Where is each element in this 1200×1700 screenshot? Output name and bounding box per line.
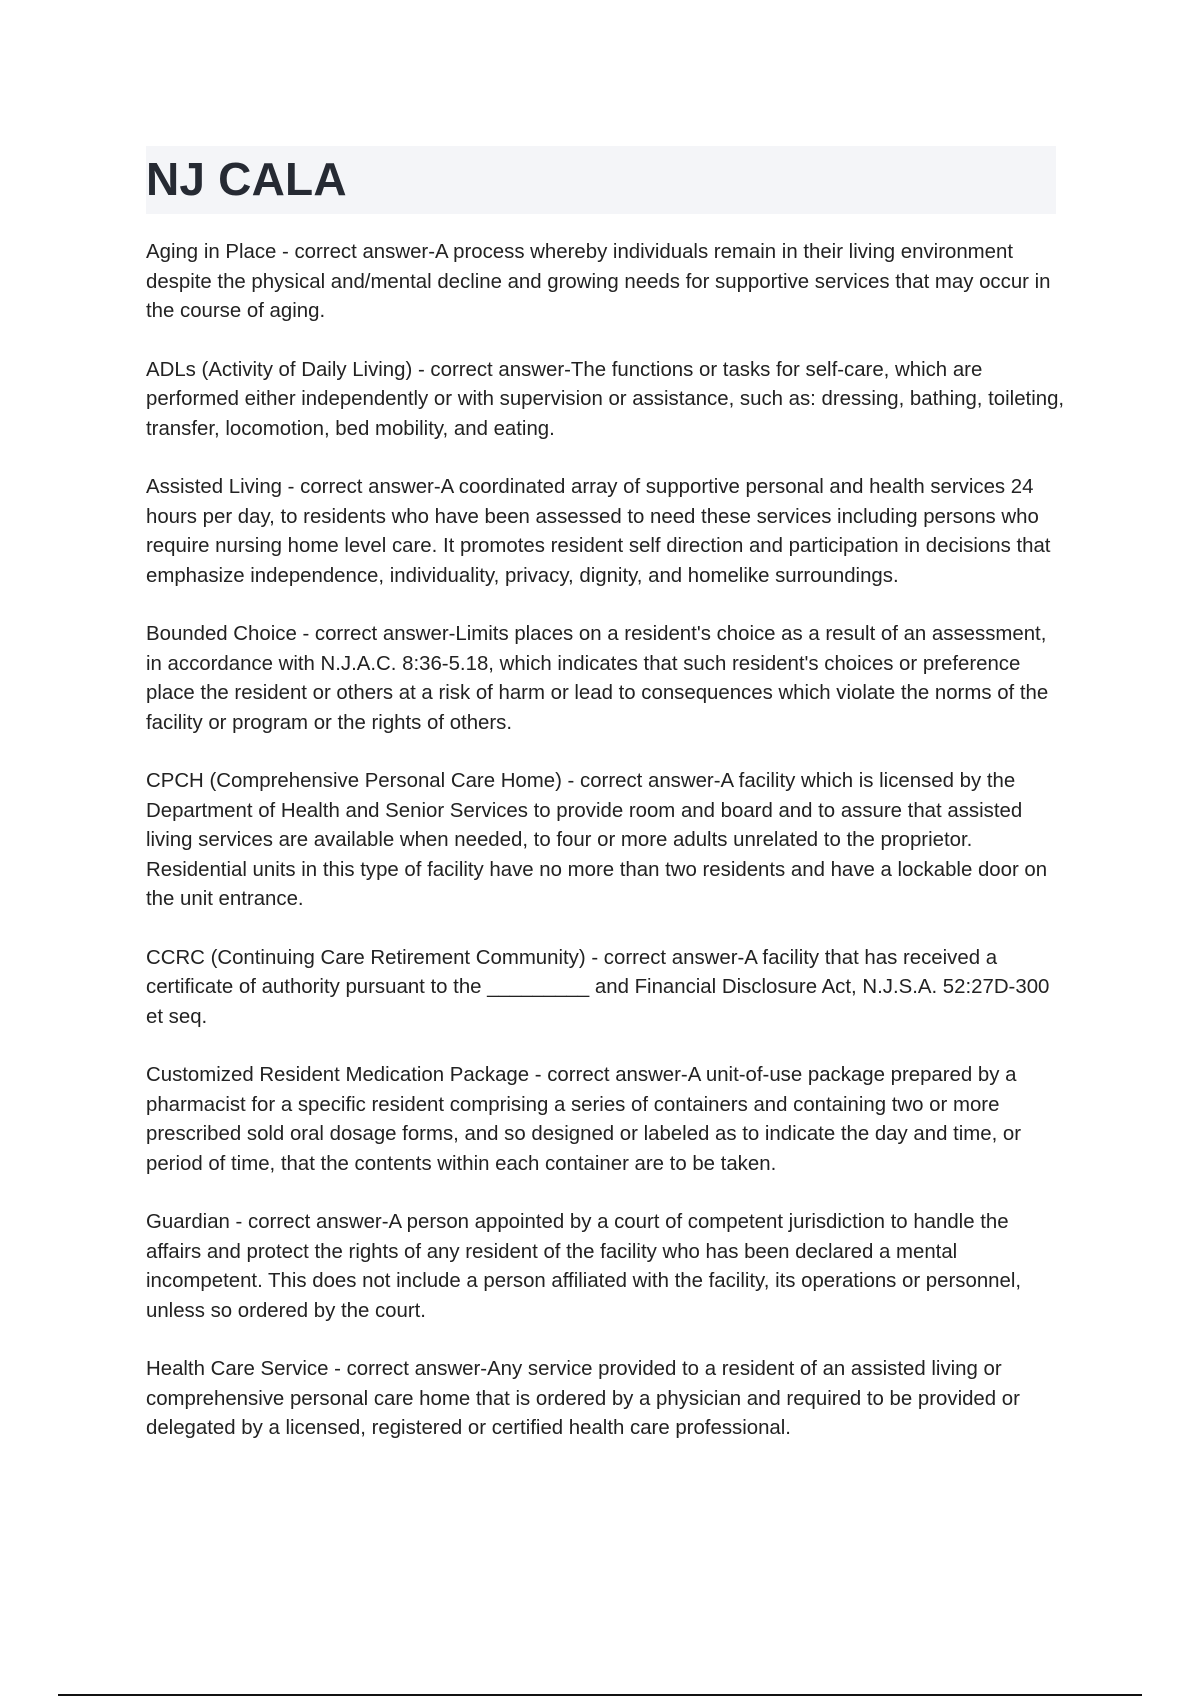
definition-entry-assisted-living: Assisted Living - correct answer-A coordinated array of supportive personal and health services 24 hours per day, to residents who have been assessed to need these services including persons who require nursing home level care. It promotes resident self direction and participation in decisions that emphasize independence, individuality, privacy, dignity, and homelike surroundings. <box>146 476 1051 587</box>
title-band <box>146 146 1056 214</box>
definition-entry-cpch: CPCH (Comprehensive Personal Care Home) - correct answer-A facility which is licensed by the Department of Health and Senior Services to provide room and board and to assure that assisted living services are available when needed, to four or more adults unrelated to the proprietor. Residential units in this type of facility have no more than two residents and have a lockable door on the unit entrance. <box>146 770 1048 910</box>
definition-entry-health-care-service: Health Care Service - correct answer-Any service provided to a resident of an assisted living or comprehensive personal care home that is ordered by a physician and required to be provided or delegated by a licensed, registered or certified health care professional. <box>146 1358 1020 1439</box>
definition-list <box>146 238 1066 1473</box>
page-title: NJ CALA <box>146 153 347 205</box>
definition-entry-guardian: Guardian - correct answer-A person appointed by a court of competent jurisdiction to handle the affairs and protect the rights of any resident of the facility who has been declared a mental incompetent. This does not include a person affiliated with the facility, its operations or personnel, unless so ordered by the court. <box>146 1211 1022 1322</box>
definition-entry-adls: ADLs (Activity of Daily Living) - correct answer-The functions or tasks for self-care, which are performed either independently or with supervision or assistance, such as: dressing, bathing, toileting, transfer, locomotion, bed mobility, and eating. <box>146 358 1065 440</box>
definition-entry-aging-in-place: Aging in Place - correct answer-A process whereby individuals remain in their living environment despite the physical and/mental decline and growing needs for supportive services that may occur in the course of aging. <box>146 241 1051 322</box>
footer-divider <box>58 1694 1142 1696</box>
definition-entry-medication-package: Customized Resident Medication Package - correct answer-A unit-of-use package prepared by a pharmacist for a specific resident comprising a series of containers and containing two or more prescribed sold oral dosage forms, and so designed or labeled as to indicate the day and time, or period of time, that the contents within each container are to be taken. <box>146 1064 1022 1175</box>
definition-entry-bounded-choice: Bounded Choice - correct answer-Limits places on a resident's choice as a result of an assessment, in accordance with N.J.A.C. 8:36-5.18, which indicates that such resident's choices or preference place the resident or others at a risk of harm or lead to consequences which violate the norms of the facility or program or the rights of others. <box>146 623 1049 734</box>
definition-entry-ccrc: CCRC (Continuing Care Retirement Community) - correct answer-A facility that has received a certificate of authority pursuant to the _________ and Financial Disclosure Act, N.J.S.A. 52:27D-300 et seq. <box>146 946 1050 1028</box>
